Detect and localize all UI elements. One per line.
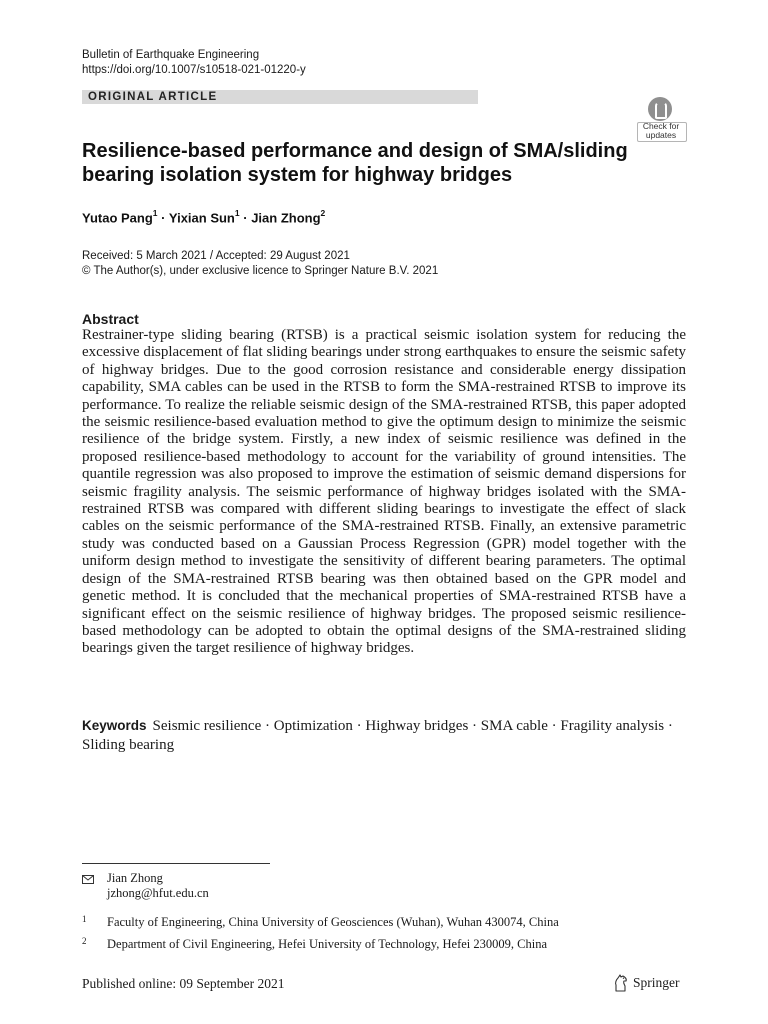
article-title <box>82 139 642 187</box>
author-affiliation-marker: 1 <box>152 208 158 218</box>
author-list <box>82 209 325 225</box>
affiliation-number: 1 <box>82 914 87 924</box>
badge-text-line-2: updates <box>645 130 677 140</box>
author-name[interactable]: Yixian Sun <box>168 210 235 226</box>
keywords <box>82 716 686 755</box>
affiliation-text: Faculty of Engineering, China University of Geosciences (Wuhan), Wuhan 430074, China <box>107 915 559 929</box>
article-type-bar: ORIGINAL ARTICLE <box>82 90 478 104</box>
author-separator: · <box>243 210 248 226</box>
check-for-updates-badge[interactable] <box>635 97 687 143</box>
doi-link[interactable]: https://doi.org/10.1007/s10518-021-01220-y <box>82 64 306 76</box>
author-affiliation-marker: 1 <box>234 208 240 218</box>
author-name[interactable]: Yutao Pang <box>82 210 153 226</box>
abstract-text: Restrainer-type sliding bearing (RTSB) is a practical seismic isolation system for reducing the excessive displacement of flat sliding bearings under strong earthquakes to ensure the seismic safety of highway bridges. Due to the good corrosion resistance and considerable energy dissipation capability, SMA cables can be used in the RTSB to form the SMA-restrained RTSB to improve its performance. To realize the reliable seismic design of the SMA-restrained RTSB, this paper adopted the seismic resilience-based evaluation method to give the optimum design to minimize the seismic resilience of the bridge system. Firstly, a new index of seismic resilience was defined in the proposed resilience-based methodology to account for the variability of ground intensities. The quantile regression was also proposed to improve the estimation of seismic demand dispersions for seismic fragility analysis. The seismic performance of highway bridges isolated with the SMA-restrained RTSB was compared with different sliding bearings to investigate the effect of slack cables on the seismic performance of the SMA-restrained RTSB. Finally, an extensive parametric study was conducted based on a Gaussian Process Regression (GPR) model together with the uniform design method to investigate the sensitivity of different bearing parameters. The optimal design of the SMA-restrained RTSB bearing was then obtained based on the GPR model and genetic method. It is concluded that the mechanical properties of SMA-restrained RTSB have a significant effect on the seismic resilience of highway bridges. The proposed seismic resilience-based methodology can be adopted to obtain the optimal designs of the SMA-restrained sliding bearings given the target resilience of highway bridges. <box>82 327 686 657</box>
footnote-divider <box>82 863 270 864</box>
corresponding-author <box>107 871 209 901</box>
badge-text-line-1: Check for <box>642 121 680 131</box>
check-for-updates-icon <box>648 97 672 121</box>
corresponding-author-email[interactable]: jzhong@hfut.edu.cn <box>107 886 209 900</box>
journal-name: Bulletin of Earthquake Engineering <box>82 49 260 61</box>
journal-header <box>82 48 306 78</box>
received-accepted-dates: Received: 5 March 2021 / Accepted: 29 August 2021 <box>82 250 350 262</box>
title-line-2: bearing isolation system for highway bridges <box>82 164 513 186</box>
published-online-date: Published online: 09 September 2021 <box>82 976 285 991</box>
affiliation-text: Department of Civil Engineering, Hefei University of Technology, Hefei 230009, China <box>107 937 547 951</box>
author-name[interactable]: Jian Zhong <box>251 210 321 226</box>
springer-horse-logo <box>613 974 629 992</box>
corresponding-author-name: Jian Zhong <box>107 871 163 885</box>
title-line-1: Resilience-based performance and design of SMA/sliding <box>82 140 628 162</box>
keywords-label: Keywords <box>82 718 147 733</box>
affiliation-number: 2 <box>82 936 87 946</box>
keywords-list: Seismic resilience · Optimization · Highway bridges · SMA cable · Fragility analysis · Sliding bearing <box>82 718 673 753</box>
abstract-heading: Abstract <box>82 311 139 327</box>
author-separator: · <box>161 210 166 226</box>
publisher-name: Springer <box>633 975 680 990</box>
author-affiliation-marker: 2 <box>320 208 326 218</box>
article-dates <box>82 249 438 279</box>
copyright-notice: © The Author(s), under exclusive licence to Springer Nature B.V. 2021 <box>82 265 439 277</box>
